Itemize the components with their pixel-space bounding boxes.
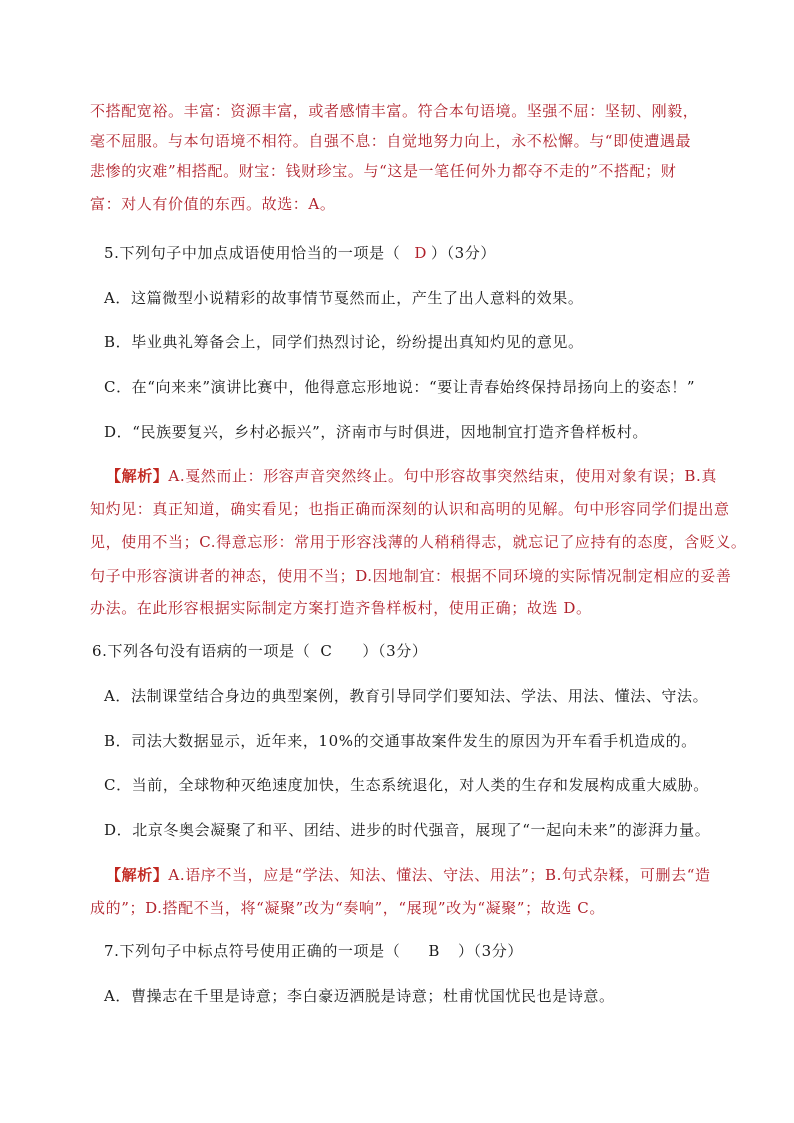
analysis-line: 句子中形容演讲者的神态，使用不当；D.因地制宜：根据不同环境的实际情况制定相应的妥善	[90, 567, 732, 585]
question-stem-text: 7.下列句子中标点符号使用正确的一项是（	[104, 942, 401, 960]
analysis-line: 成的”；D.搭配不当，将“凝聚”改为“奏响”，“展现”改为“凝聚”；故选 C。	[90, 899, 605, 917]
analysis-line: 办法。在此形容根据实际制定方案打造齐鲁样板村，使用正确；故选 D。	[90, 599, 592, 617]
analysis-tag: 【解析】	[106, 866, 169, 884]
analysis-text: A.戛然而止：形容声音突然终止。句中形容故事突然结束，使用对象有误；B.真	[168, 467, 718, 485]
analysis-line	[106, 865, 711, 885]
question-score: ）（3分）	[430, 244, 497, 262]
intro-line: 富：对人有价值的东西。故选：A。	[90, 195, 336, 213]
option-d: D．北京冬奥会凝聚了和平、团结、进步的时代强音，展现了“一起向未来”的澎湃力量。	[104, 821, 711, 839]
option-a: A．这篇微型小说精彩的故事情节戛然而止，产生了出人意料的效果。	[104, 289, 584, 307]
analysis-line: 见，使用不当；C.得意忘形：常用于形容浅薄的人稍稍得志，就忘记了应持有的态度，含贬义。	[90, 533, 747, 551]
intro-line: 毫不屈服。与本句语境不相符。自强不息：自觉地努力向上，永不松懈。与“即使遭遇最	[90, 132, 692, 150]
option-c: C．在“向来来”演讲比赛中，他得意忘形地说：“要让青春始终保持昂扬向上的姿态！”	[104, 378, 696, 396]
analysis-text: A.语序不当，应是“学法、知法、懂法、守法、用法”；B.句式杂糅，可删去“造	[168, 866, 711, 884]
question-stem-text: 5.下列句子中加点成语使用恰当的一项是（	[104, 244, 401, 262]
intro-line: 不搭配宽裕。丰富：资源丰富，或者感情丰富。符合本句语境。坚强不屈：坚韧、刚毅，	[90, 102, 699, 120]
option-c: C．当前，全球物种灭绝速度加快，生态系统退化，对人类的生存和发展构成重大威胁。	[104, 776, 709, 794]
question-stem-text: 6.下列各句没有语病的一项是（	[92, 642, 311, 660]
option-b: B．毕业典礼筹备会上，同学们热烈讨论，纷纷提出真知灼见的意见。	[104, 333, 584, 351]
question-score: ）（3分）	[362, 642, 428, 660]
option-a: A．曹操志在千里是诗意；李白豪迈洒脱是诗意；杜甫忧国忧民也是诗意。	[104, 987, 615, 1005]
intro-line: 悲惨的灾难”相搭配。财宝：钱财珍宝。与“这是一笔任何外力都夺不走的”不搭配；财	[90, 162, 677, 180]
question-score: ）（3分）	[457, 942, 523, 960]
option-d: D．“民族要复兴，乡村必振兴”，济南市与时俱进，因地制宜打造齐鲁样板村。	[104, 423, 648, 441]
option-b: B．司法大数据显示，近年来，10%的交通事故案件发生的原因为开车看手机造成的。	[104, 732, 697, 750]
option-a: A．法制课堂结合身边的典型案例，教育引导同学们要知法、学法、用法、懂法、守法。	[104, 687, 709, 705]
question-5-stem	[104, 243, 496, 263]
answer-letter: C	[320, 642, 333, 660]
question-6-stem	[92, 641, 427, 661]
question-7-stem	[104, 941, 523, 961]
analysis-tag: 【解析】	[106, 467, 169, 485]
analysis-line: 知灼见：真正知道，确实看见；也指正确而深刻的认识和高明的见解。句中形容同学们提出意	[90, 500, 730, 518]
analysis-line	[106, 466, 717, 486]
answer-letter: D	[414, 244, 427, 262]
answer-letter: B	[428, 942, 440, 960]
